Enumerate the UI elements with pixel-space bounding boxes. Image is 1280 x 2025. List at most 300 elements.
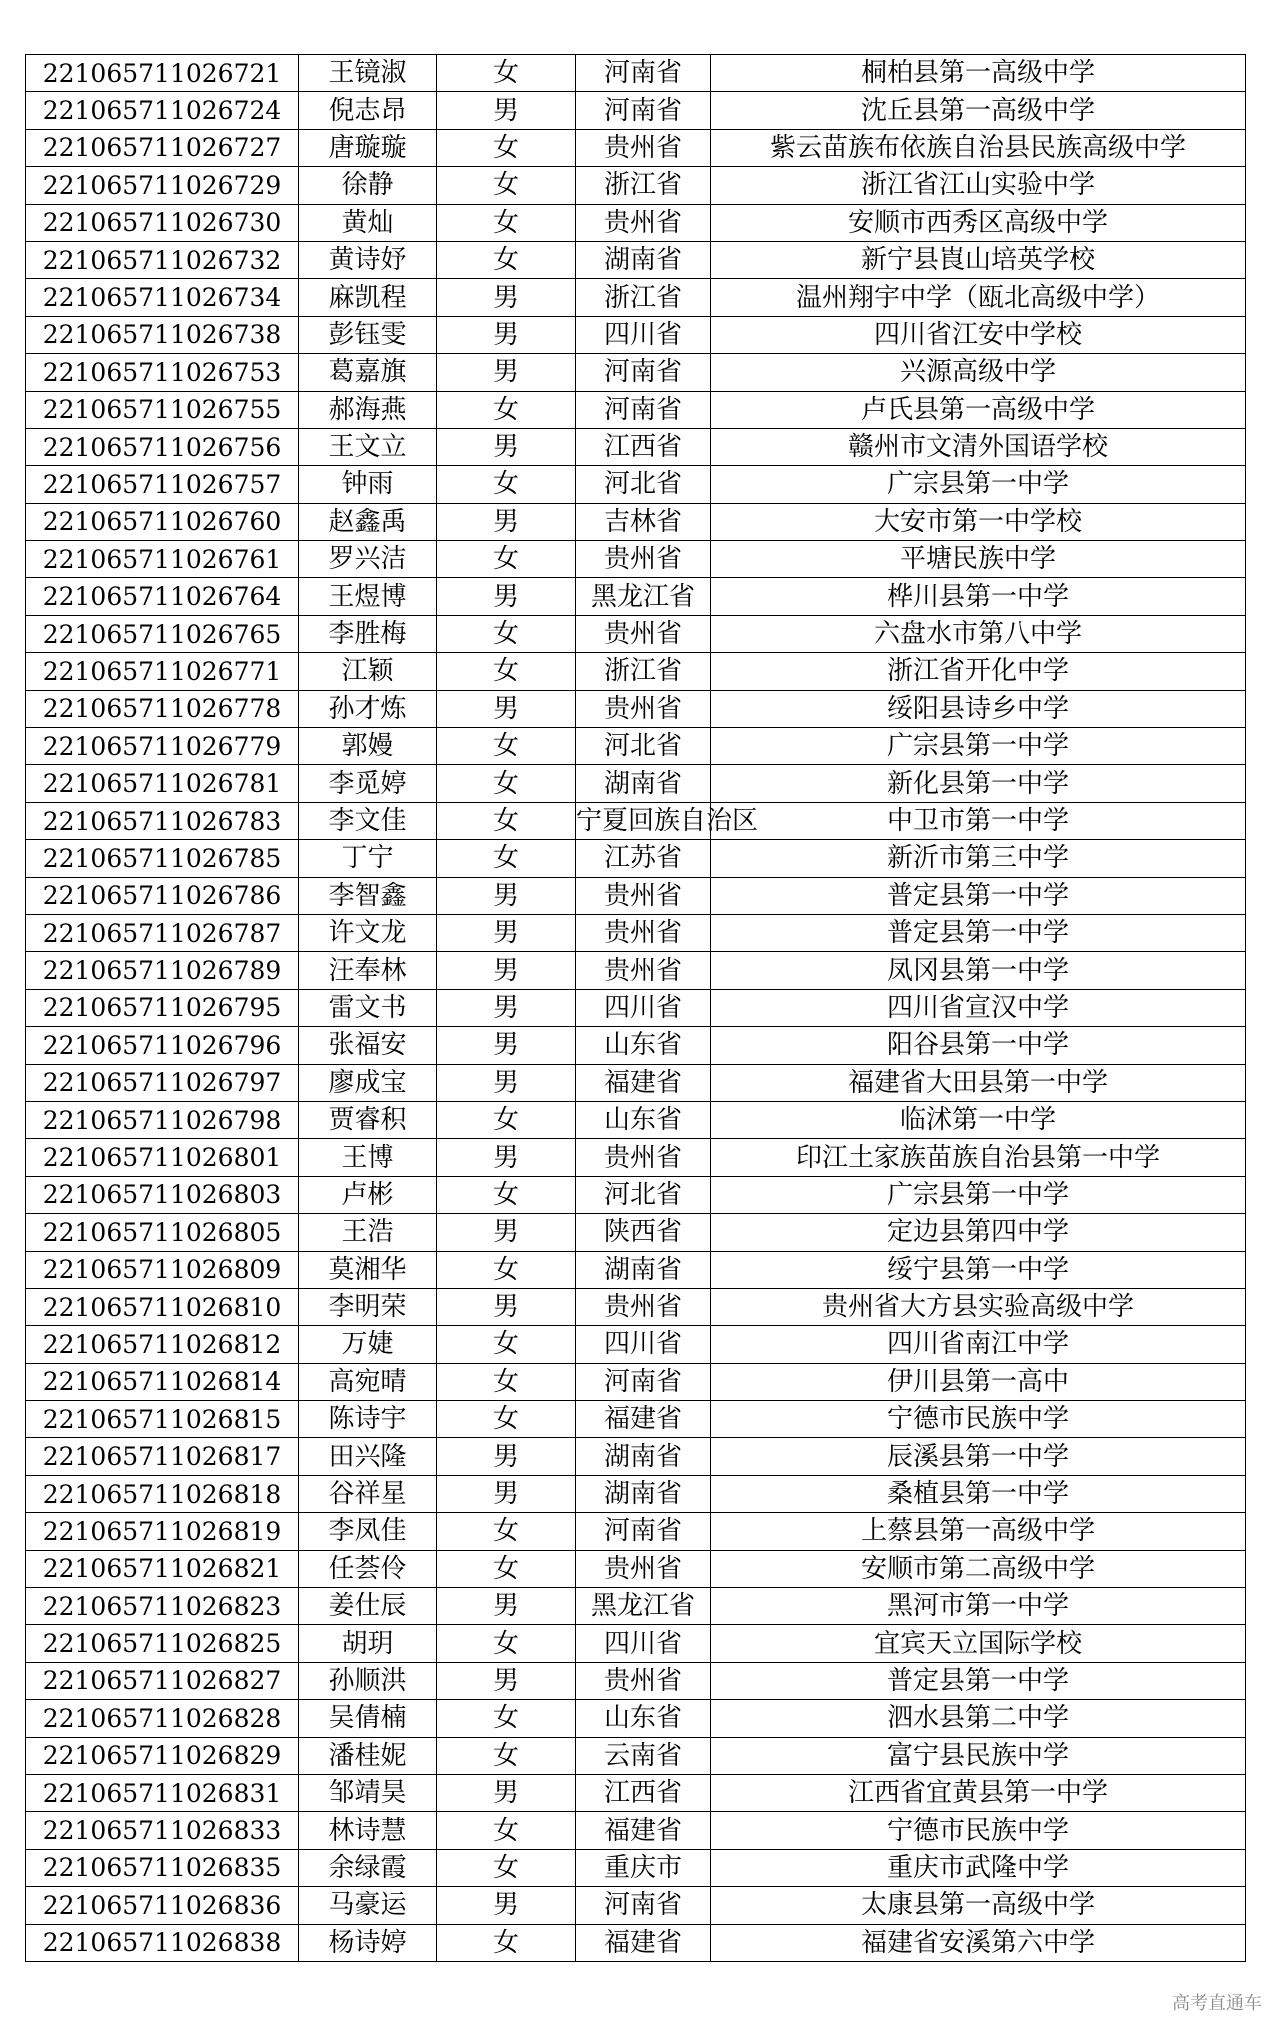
student-name-cell: 葛嘉旗 [299,354,437,391]
table-row [26,1064,1246,1101]
gender-cell: 女 [437,391,576,428]
school-cell: 临沭第一中学 [711,1101,1246,1138]
student-id-cell: 221065711026819 [26,1513,299,1550]
table-row [26,55,1246,92]
gender-cell: 女 [437,1401,576,1438]
table-row [26,1027,1246,1064]
student-name-cell: 潘桂妮 [299,1737,437,1774]
table-row [26,541,1246,578]
table-row [26,1176,1246,1213]
gender-cell: 男 [437,1027,576,1064]
gender-cell: 女 [437,129,576,166]
student-id-cell: 221065711026809 [26,1251,299,1288]
student-name-cell: 罗兴洁 [299,541,437,578]
table-row [26,728,1246,765]
table-row [26,92,1246,129]
province-cell: 贵州省 [576,690,711,727]
province-cell: 江西省 [576,1774,711,1811]
province-cell: 贵州省 [576,952,711,989]
province-cell: 云南省 [576,1737,711,1774]
province-cell: 浙江省 [576,279,711,316]
table-row [26,503,1246,540]
table-row [26,1737,1246,1774]
student-name-cell: 李明荣 [299,1288,437,1325]
student-list-table [25,54,1246,1962]
province-cell: 宁夏回族自治区 [576,802,711,839]
student-id-cell: 221065711026787 [26,914,299,951]
student-name-cell: 王浩 [299,1214,437,1251]
student-id-cell: 221065711026835 [26,1849,299,1886]
school-cell: 平塘民族中学 [711,541,1246,578]
table-row [26,1774,1246,1811]
student-name-cell: 麻凯程 [299,279,437,316]
table-row [26,1588,1246,1625]
school-cell: 印江土家族苗族自治县第一中学 [711,1139,1246,1176]
table-row [26,615,1246,652]
student-name-cell: 李凤佳 [299,1513,437,1550]
student-name-cell: 徐静 [299,167,437,204]
school-cell: 上蔡县第一高级中学 [711,1513,1246,1550]
table-row [26,1924,1246,1961]
school-cell: 桦川县第一中学 [711,578,1246,615]
table-row [26,316,1246,353]
student-id-cell: 221065711026831 [26,1774,299,1811]
school-cell: 新化县第一中学 [711,765,1246,802]
school-cell: 浙江省开化中学 [711,653,1246,690]
student-id-cell: 221065711026821 [26,1550,299,1587]
province-cell: 河南省 [576,92,711,129]
gender-cell: 男 [437,578,576,615]
student-id-cell: 221065711026727 [26,129,299,166]
school-cell: 定边县第四中学 [711,1214,1246,1251]
province-cell: 四川省 [576,1625,711,1662]
student-id-cell: 221065711026779 [26,728,299,765]
student-id-cell: 221065711026825 [26,1625,299,1662]
province-cell: 贵州省 [576,1139,711,1176]
school-cell: 新宁县崀山培英学校 [711,241,1246,278]
gender-cell: 男 [437,1139,576,1176]
school-cell: 宁德市民族中学 [711,1401,1246,1438]
school-cell: 浙江省江山实验中学 [711,167,1246,204]
student-id-cell: 221065711026765 [26,615,299,652]
gender-cell: 男 [437,1774,576,1811]
gender-cell: 女 [437,1625,576,1662]
province-cell: 江西省 [576,428,711,465]
province-cell: 四川省 [576,1326,711,1363]
table-row [26,1700,1246,1737]
student-id-cell: 221065711026760 [26,503,299,540]
table-row [26,1550,1246,1587]
student-name-cell: 倪志昂 [299,92,437,129]
province-cell: 四川省 [576,989,711,1026]
school-cell: 四川省宣汉中学 [711,989,1246,1026]
province-cell: 贵州省 [576,1550,711,1587]
watermark-text: 高考直通车 [1172,1993,1262,2014]
province-cell: 河南省 [576,1887,711,1924]
table-row [26,690,1246,727]
gender-cell: 女 [437,1550,576,1587]
student-name-cell: 孙顺洪 [299,1662,437,1699]
province-cell: 河南省 [576,391,711,428]
table-row [26,1139,1246,1176]
student-id-cell: 221065711026734 [26,279,299,316]
school-cell: 兴源高级中学 [711,354,1246,391]
gender-cell: 女 [437,1737,576,1774]
province-cell: 河北省 [576,1176,711,1213]
student-id-cell: 221065711026798 [26,1101,299,1138]
table-row [26,1101,1246,1138]
table-row [26,1513,1246,1550]
student-id-cell: 221065711026761 [26,541,299,578]
student-id-cell: 221065711026789 [26,952,299,989]
student-name-cell: 李智鑫 [299,877,437,914]
gender-cell: 女 [437,1849,576,1886]
school-cell: 贵州省大方县实验高级中学 [711,1288,1246,1325]
province-cell: 贵州省 [576,541,711,578]
gender-cell: 男 [437,1887,576,1924]
province-cell: 山东省 [576,1027,711,1064]
student-name-cell: 江颖 [299,653,437,690]
gender-cell: 男 [437,92,576,129]
student-name-cell: 田兴隆 [299,1438,437,1475]
province-cell: 湖南省 [576,1251,711,1288]
school-cell: 桑植县第一中学 [711,1475,1246,1512]
gender-cell: 女 [437,1326,576,1363]
province-cell: 陕西省 [576,1214,711,1251]
table-row [26,167,1246,204]
student-name-cell: 汪奉林 [299,952,437,989]
student-id-cell: 221065711026730 [26,204,299,241]
school-cell: 广宗县第一中学 [711,728,1246,765]
province-cell: 河北省 [576,466,711,503]
gender-cell: 女 [437,653,576,690]
student-id-cell: 221065711026812 [26,1326,299,1363]
school-cell: 卢氏县第一高级中学 [711,391,1246,428]
province-cell: 贵州省 [576,1662,711,1699]
table-row [26,354,1246,391]
student-id-cell: 221065711026771 [26,653,299,690]
school-cell: 广宗县第一中学 [711,466,1246,503]
table-row [26,578,1246,615]
table-row [26,204,1246,241]
student-id-cell: 221065711026755 [26,391,299,428]
school-cell: 伊川县第一高中 [711,1363,1246,1400]
table-row [26,877,1246,914]
school-cell: 江西省宜黄县第一中学 [711,1774,1246,1811]
gender-cell: 女 [437,840,576,877]
student-name-cell: 卢彬 [299,1176,437,1213]
school-cell: 富宁县民族中学 [711,1737,1246,1774]
student-name-cell: 李觅婷 [299,765,437,802]
province-cell: 贵州省 [576,615,711,652]
student-name-cell: 马豪运 [299,1887,437,1924]
gender-cell: 女 [437,167,576,204]
gender-cell: 男 [437,1475,576,1512]
student-name-cell: 雷文书 [299,989,437,1026]
student-name-cell: 余绿霞 [299,1849,437,1886]
table-row [26,391,1246,428]
table-row [26,279,1246,316]
student-name-cell: 廖成宝 [299,1064,437,1101]
student-name-cell: 黄诗妤 [299,241,437,278]
table-row [26,802,1246,839]
province-cell: 河南省 [576,1513,711,1550]
table-row [26,1887,1246,1924]
table-row [26,952,1246,989]
student-name-cell: 郭嫚 [299,728,437,765]
province-cell: 贵州省 [576,1288,711,1325]
student-id-cell: 221065711026732 [26,241,299,278]
province-cell: 四川省 [576,316,711,353]
student-name-cell: 李文佳 [299,802,437,839]
gender-cell: 女 [437,615,576,652]
province-cell: 湖南省 [576,1438,711,1475]
school-cell: 安顺市第二高级中学 [711,1550,1246,1587]
student-name-cell: 唐璇璇 [299,129,437,166]
student-id-cell: 221065711026838 [26,1924,299,1961]
province-cell: 河南省 [576,55,711,92]
table-row [26,1475,1246,1512]
gender-cell: 女 [437,728,576,765]
province-cell: 贵州省 [576,129,711,166]
student-id-cell: 221065711026815 [26,1401,299,1438]
student-id-cell: 221065711026738 [26,316,299,353]
province-cell: 浙江省 [576,167,711,204]
gender-cell: 男 [437,1288,576,1325]
gender-cell: 女 [437,541,576,578]
school-cell: 普定县第一中学 [711,1662,1246,1699]
province-cell: 湖南省 [576,241,711,278]
gender-cell: 男 [437,1438,576,1475]
table-row [26,466,1246,503]
gender-cell: 女 [437,802,576,839]
student-name-cell: 高宛晴 [299,1363,437,1400]
table-row [26,1625,1246,1662]
school-cell: 太康县第一高级中学 [711,1887,1246,1924]
province-cell: 河南省 [576,1363,711,1400]
table-row [26,1662,1246,1699]
school-cell: 四川省江安中学校 [711,316,1246,353]
student-name-cell: 王博 [299,1139,437,1176]
school-cell: 辰溪县第一中学 [711,1438,1246,1475]
gender-cell: 女 [437,1700,576,1737]
school-cell: 宁德市民族中学 [711,1812,1246,1849]
student-name-cell: 孙才炼 [299,690,437,727]
table-row [26,1214,1246,1251]
student-name-cell: 任荟伶 [299,1550,437,1587]
student-id-cell: 221065711026753 [26,354,299,391]
table-row [26,653,1246,690]
student-name-cell: 谷祥星 [299,1475,437,1512]
gender-cell: 男 [437,503,576,540]
table-row [26,241,1246,278]
province-cell: 贵州省 [576,204,711,241]
table-row [26,129,1246,166]
province-cell: 黑龙江省 [576,1588,711,1625]
gender-cell: 男 [437,1064,576,1101]
table-row [26,914,1246,951]
gender-cell: 男 [437,1588,576,1625]
gender-cell: 女 [437,55,576,92]
student-id-cell: 221065711026801 [26,1139,299,1176]
school-cell: 赣州市文清外国语学校 [711,428,1246,465]
gender-cell: 男 [437,877,576,914]
student-name-cell: 王文立 [299,428,437,465]
province-cell: 吉林省 [576,503,711,540]
gender-cell: 男 [437,914,576,951]
table-row [26,1363,1246,1400]
province-cell: 山东省 [576,1700,711,1737]
gender-cell: 女 [437,1101,576,1138]
table-row [26,1326,1246,1363]
province-cell: 湖南省 [576,1475,711,1512]
student-id-cell: 221065711026818 [26,1475,299,1512]
student-name-cell: 李胜梅 [299,615,437,652]
gender-cell: 男 [437,1662,576,1699]
student-name-cell: 钟雨 [299,466,437,503]
province-cell: 江苏省 [576,840,711,877]
school-cell: 阳谷县第一中学 [711,1027,1246,1064]
student-name-cell: 吴倩楠 [299,1700,437,1737]
student-id-cell: 221065711026833 [26,1812,299,1849]
student-id-cell: 221065711026829 [26,1737,299,1774]
student-id-cell: 221065711026729 [26,167,299,204]
student-id-cell: 221065711026796 [26,1027,299,1064]
province-cell: 福建省 [576,1401,711,1438]
student-name-cell: 赵鑫禹 [299,503,437,540]
student-id-cell: 221065711026797 [26,1064,299,1101]
student-name-cell: 王煜博 [299,578,437,615]
gender-cell: 女 [437,1812,576,1849]
table-row [26,765,1246,802]
gender-cell: 女 [437,1176,576,1213]
province-cell: 贵州省 [576,914,711,951]
student-name-cell: 邹靖昊 [299,1774,437,1811]
province-cell: 湖南省 [576,765,711,802]
student-id-cell: 221065711026828 [26,1700,299,1737]
school-cell: 普定县第一中学 [711,877,1246,914]
student-id-cell: 221065711026814 [26,1363,299,1400]
table-row [26,1288,1246,1325]
student-id-cell: 221065711026757 [26,466,299,503]
student-id-cell: 221065711026795 [26,989,299,1026]
school-cell: 紫云苗族布依族自治县民族高级中学 [711,129,1246,166]
student-id-cell: 221065711026756 [26,428,299,465]
school-cell: 绥阳县诗乡中学 [711,690,1246,727]
school-cell: 中卫市第一中学 [711,802,1246,839]
school-cell: 福建省大田县第一中学 [711,1064,1246,1101]
student-id-cell: 221065711026786 [26,877,299,914]
gender-cell: 女 [437,466,576,503]
student-id-cell: 221065711026805 [26,1214,299,1251]
school-cell: 黑河市第一中学 [711,1588,1246,1625]
school-cell: 四川省南江中学 [711,1326,1246,1363]
gender-cell: 女 [437,1363,576,1400]
school-cell: 普定县第一中学 [711,914,1246,951]
school-cell: 温州翔宇中学（瓯北高级中学） [711,279,1246,316]
school-cell: 广宗县第一中学 [711,1176,1246,1213]
student-name-cell: 姜仕辰 [299,1588,437,1625]
table-row [26,840,1246,877]
table-row [26,989,1246,1026]
table-row [26,1812,1246,1849]
student-id-cell: 221065711026803 [26,1176,299,1213]
school-cell: 泗水县第二中学 [711,1700,1246,1737]
student-id-cell: 221065711026836 [26,1887,299,1924]
gender-cell: 女 [437,1924,576,1961]
school-cell: 凤冈县第一中学 [711,952,1246,989]
gender-cell: 女 [437,1513,576,1550]
student-id-cell: 221065711026783 [26,802,299,839]
gender-cell: 女 [437,204,576,241]
table-row [26,1849,1246,1886]
gender-cell: 女 [437,1251,576,1288]
province-cell: 贵州省 [576,877,711,914]
gender-cell: 男 [437,279,576,316]
province-cell: 福建省 [576,1812,711,1849]
student-name-cell: 贾睿积 [299,1101,437,1138]
student-id-cell: 221065711026827 [26,1662,299,1699]
gender-cell: 女 [437,765,576,802]
province-cell: 山东省 [576,1101,711,1138]
student-id-cell: 221065711026764 [26,578,299,615]
school-cell: 新沂市第三中学 [711,840,1246,877]
student-name-cell: 万婕 [299,1326,437,1363]
gender-cell: 男 [437,354,576,391]
student-list-body [26,55,1246,1962]
student-name-cell: 莫湘华 [299,1251,437,1288]
student-name-cell: 陈诗宇 [299,1401,437,1438]
gender-cell: 男 [437,428,576,465]
province-cell: 河南省 [576,354,711,391]
gender-cell: 男 [437,690,576,727]
student-name-cell: 许文龙 [299,914,437,951]
student-name-cell: 郝海燕 [299,391,437,428]
table-row [26,1401,1246,1438]
gender-cell: 男 [437,1214,576,1251]
student-id-cell: 221065711026724 [26,92,299,129]
school-cell: 宜宾天立国际学校 [711,1625,1246,1662]
student-id-cell: 221065711026778 [26,690,299,727]
student-name-cell: 王镜淑 [299,55,437,92]
province-cell: 福建省 [576,1924,711,1961]
table-row [26,1438,1246,1475]
student-name-cell: 林诗慧 [299,1812,437,1849]
school-cell: 绥宁县第一中学 [711,1251,1246,1288]
gender-cell: 男 [437,952,576,989]
student-name-cell: 张福安 [299,1027,437,1064]
table-row [26,1251,1246,1288]
gender-cell: 女 [437,241,576,278]
student-name-cell: 胡玥 [299,1625,437,1662]
province-cell: 重庆市 [576,1849,711,1886]
student-id-cell: 221065711026781 [26,765,299,802]
school-cell: 沈丘县第一高级中学 [711,92,1246,129]
student-name-cell: 杨诗婷 [299,1924,437,1961]
school-cell: 安顺市西秀区高级中学 [711,204,1246,241]
student-name-cell: 黄灿 [299,204,437,241]
school-cell: 大安市第一中学校 [711,503,1246,540]
gender-cell: 男 [437,316,576,353]
province-cell: 河北省 [576,728,711,765]
school-cell: 桐柏县第一高级中学 [711,55,1246,92]
student-id-cell: 221065711026823 [26,1588,299,1625]
student-name-cell: 彭钰雯 [299,316,437,353]
school-cell: 六盘水市第八中学 [711,615,1246,652]
province-cell: 福建省 [576,1064,711,1101]
student-id-cell: 221065711026721 [26,55,299,92]
student-id-cell: 221065711026810 [26,1288,299,1325]
